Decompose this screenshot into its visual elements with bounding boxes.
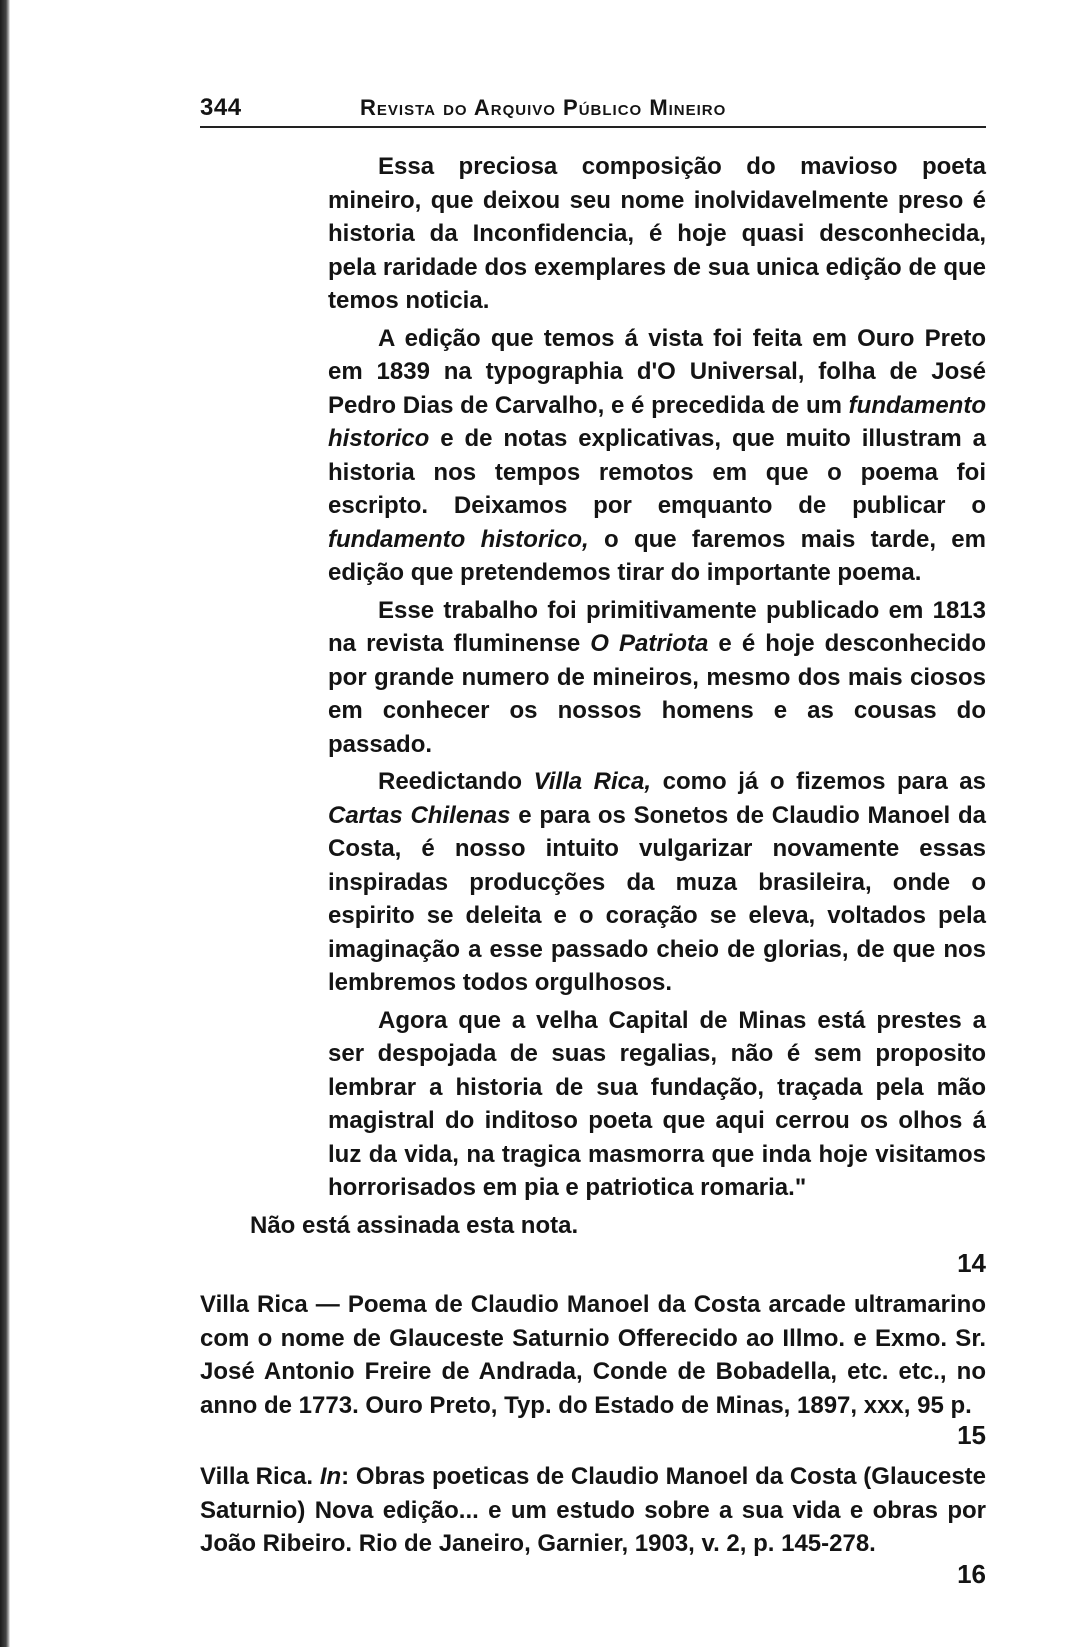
quote-paragraph-2: [328, 322, 986, 590]
page-left-edge: [0, 0, 10, 1647]
quote-paragraph-5: Agora que a velha Capital de Minas está prestes a ser despojada de suas regalias, não é sem proposito lembrar a historia de sua fundação, traçada pela mão magistral do inditoso poeta que aqui cerrou os olhos á luz da vida, na tragica masmorra que inda hoje visitamos horrorisados em pia e patriotica romaria.": [328, 1006, 986, 1201]
running-title: Revista do Arquivo Público Mineiro: [360, 95, 727, 120]
text-run: Reedictando: [378, 768, 534, 795]
entry-number-15: 15: [957, 1420, 986, 1450]
italic-run: O Patriota: [590, 630, 709, 657]
page-body: [200, 150, 986, 1599]
italic-run: fundamento historico,: [328, 525, 589, 553]
quote-paragraph-4: [328, 765, 986, 1000]
italic-run: In: [319, 1463, 342, 1490]
italic-run: fundamento historico: [328, 391, 986, 452]
entry-number-16: 16: [957, 1558, 986, 1589]
quoted-note: [328, 150, 986, 1205]
entry-number-14: 14: [957, 1248, 986, 1278]
text-run: e para os Sonetos de Claudio Manoel da Costa, é nosso intuito vulgarizar novamente essas inspiradas producções da muza brasileira, onde o espirito se deleita e o coração se eleva, voltados pela imaginação a esse passado cheio de glorias, de que nos lembremos todos orgulhosos.: [328, 801, 986, 996]
text-run: Esse trabalho foi primitivamente publicado em 1813 na revista fluminense: [328, 596, 986, 657]
bibliography-entry-15: [200, 1460, 986, 1561]
bibliography-entry-14: Villa Rica — Poema de Claudio Manoel da Costa arcade ultramarino com o nome de Glauceste Saturnio Offerecido ao Illmo. e Exmo. Sr. José Antonio Freire de Andrada, Conde de Bobadella, etc. etc., no anno de 1773. Ouro Preto, Typ. do Estado de Minas, 1897, xxx, 95 p.: [200, 1291, 986, 1419]
quote-paragraph-3: [328, 594, 986, 762]
page-number: 344: [200, 94, 242, 121]
text-run: e é hoje desconhecido por grande numero de mineiros, mesmo dos mais ciosos em conhecer os nossos homens e as cousas do passado.: [328, 630, 986, 758]
text-run: A edição que temos á vista foi feita em Ouro Preto em 1839 na typographia d'O Universal, folha de José Pedro Dias de Carvalho, e é precedida de um: [328, 324, 986, 419]
text-run: e de notas explicativas, que muito illustram a historia nos tempos remotos em que o poema foi escripto. Deixamos por emquanto de publicar o: [328, 425, 986, 519]
text-run: Villa Rica.: [200, 1463, 320, 1490]
italic-run: Villa Rica,: [533, 768, 652, 795]
text-run: como já o fizemos para as: [651, 768, 987, 795]
page-header: [200, 86, 986, 128]
italic-run: Cartas Chilenas: [328, 801, 511, 829]
text-run: o que faremos mais tarde, em edição que pretendemos tirar do importante poema.: [328, 525, 986, 586]
text-run: : Obras poeticas de Claudio Manoel da Costa (Glauceste Saturnio) Nova edição... e um estudo sobre a sua vida e obras por João Ribeiro. Rio de Janeiro, Garnier, 1903, v. 2, p. 145-278.: [200, 1463, 987, 1557]
quote-paragraph-1: Essa preciosa composição do mavioso poeta mineiro, que deixou seu nome inolvidavelmente preso é historia da Inconfidencia, é hoje quasi desconhecida, pela raridade dos exemplares de sua unica edição de que temos noticia.: [328, 153, 986, 314]
unsigned-note: Não está assinada esta nota.: [250, 1211, 579, 1239]
